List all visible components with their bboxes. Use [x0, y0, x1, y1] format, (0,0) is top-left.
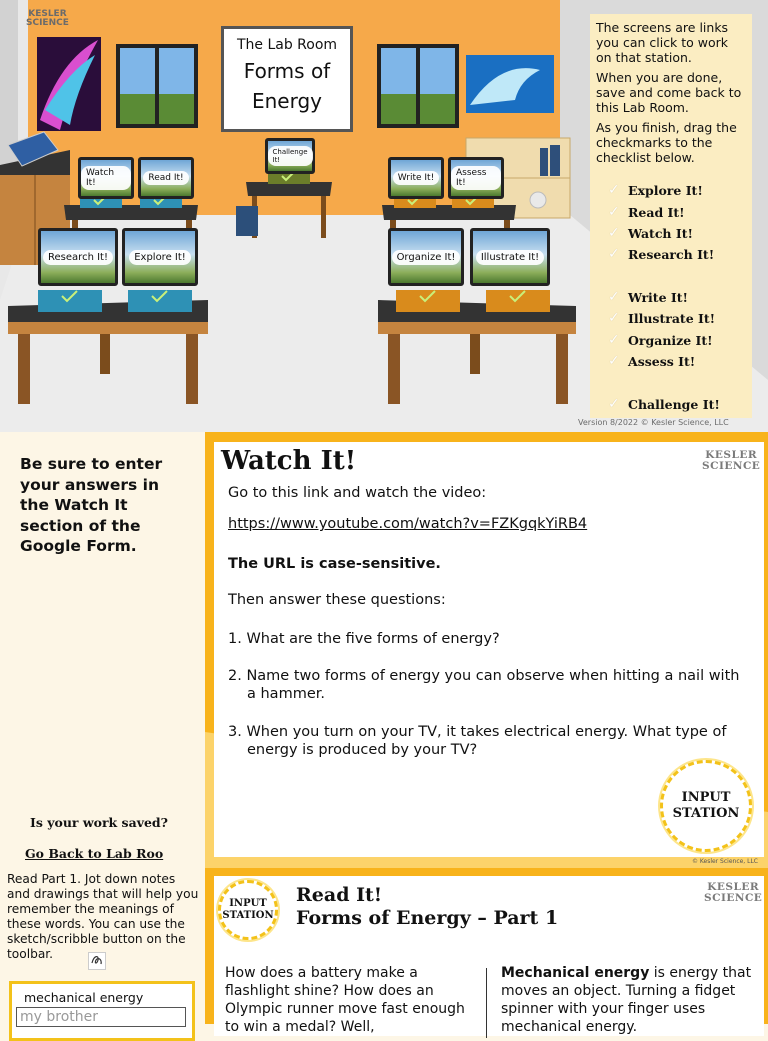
checklist-item-explore[interactable]	[608, 182, 703, 198]
checklist-item-write[interactable]	[608, 289, 688, 305]
checklist-item-research[interactable]	[608, 246, 714, 262]
checklist-label: Write It!	[628, 289, 688, 305]
seal-line-2: STATION	[222, 910, 274, 921]
question-2: 2. Name two forms of energy you can observe when hitting a nail with a hammer.	[228, 668, 740, 702]
vocab-note-input[interactable]: my brother	[16, 1007, 186, 1027]
instruction-2: When you are done, save and come back to this Lab Room.	[596, 70, 742, 115]
checkmark-icon[interactable]: ✓	[608, 396, 620, 412]
station-screen-write[interactable]	[388, 157, 444, 199]
input-station-seal	[660, 760, 752, 852]
station-screen-read[interactable]	[138, 157, 194, 199]
checklist-item-watch[interactable]	[608, 225, 693, 241]
checklist-item-illustrate[interactable]	[608, 310, 715, 326]
read-it-title	[296, 884, 558, 930]
column-divider	[486, 968, 487, 1038]
read-right-column	[501, 964, 756, 1036]
checklist-label: Assess It!	[628, 353, 696, 369]
scribble-icon-glyph	[90, 953, 104, 967]
screen-label: Write It!	[393, 171, 439, 185]
lab-kesler-logo	[26, 10, 69, 28]
vocab-term-label: mechanical energy	[24, 990, 144, 1005]
logo-line-2: SCIENCE	[704, 892, 763, 904]
checkmark-icon[interactable]: ✓	[608, 225, 620, 241]
screen-label: Research It!	[43, 250, 113, 265]
logo-line-1: KESLER	[705, 449, 758, 461]
station-screen-assess[interactable]	[448, 157, 504, 199]
board-title-line-2: Energy	[251, 89, 323, 113]
read-it-slide	[205, 868, 768, 1035]
watch-intro-text: Go to this link and watch the video:	[228, 485, 487, 501]
back-to-lab-room-link[interactable]: Go Back to Lab Roo	[25, 846, 164, 861]
read-title-line: Read It!	[296, 884, 383, 906]
version-note: Version 8/2022 © Kesler Science, LLC	[578, 418, 729, 427]
station-screen-organize[interactable]	[388, 228, 464, 286]
station-screen-research[interactable]	[38, 228, 118, 286]
checklist-label: Organize It!	[628, 332, 713, 348]
checklist-item-challenge[interactable]	[608, 396, 720, 412]
answer-questions-text: Then answer these questions:	[228, 592, 446, 608]
checkmark-icon[interactable]: ✓	[608, 204, 620, 220]
checklist-label: Illustrate It!	[628, 310, 716, 326]
station-screen-watch[interactable]	[78, 157, 134, 199]
logo-line-2: SCIENCE	[702, 460, 761, 472]
station-screen-challenge[interactable]	[265, 138, 315, 174]
watch-copyright: © Kesler Science, LLC	[691, 858, 758, 865]
mechanical-energy-term: Mechanical energy	[501, 965, 650, 981]
checkmark-icon[interactable]: ✓	[608, 353, 620, 369]
logo-line-1: KESLER	[28, 9, 67, 19]
lab-checklist-panel	[590, 14, 752, 418]
read-it-card	[214, 876, 764, 1036]
lab-title-board	[221, 26, 353, 132]
kesler-science-logo	[704, 882, 762, 904]
checkmark-icon[interactable]: ✓	[608, 182, 620, 198]
seal-line-1: INPUT	[229, 898, 267, 909]
case-sensitive-note: The URL is case-sensitive.	[228, 556, 441, 572]
checklist-item-organize[interactable]	[608, 332, 713, 348]
screen-label: Assess It!	[451, 166, 501, 190]
kesler-science-logo	[702, 450, 760, 472]
screen-label: Organize It!	[392, 250, 461, 265]
checklist-item-read[interactable]	[608, 204, 685, 220]
vocab-note-box	[9, 981, 195, 1041]
work-saved-question: Is your work saved?	[30, 815, 168, 830]
watch-it-slide	[205, 432, 768, 868]
lab-room-slide	[0, 0, 768, 432]
mechanical-energy-definition: is energy that moves an object. Turning a fidget spinner with your finger uses mechanical energy.	[501, 965, 752, 1035]
youtube-video-link[interactable]: https://www.youtube.com/watch?v=FZKgqkYiRB4	[228, 516, 588, 532]
watch-it-card	[214, 442, 764, 857]
screen-label: Illustrate It!	[476, 250, 544, 265]
scribble-icon[interactable]	[88, 952, 106, 970]
logo-line-1: KESLER	[707, 881, 760, 893]
instruction-1: The screens are links you can click to work on that station.	[596, 20, 729, 65]
station-screen-illustrate[interactable]	[470, 228, 550, 286]
instruction-3: As you finish, drag the checkmarks to the checklist below.	[596, 120, 737, 165]
checklist-label: Challenge It!	[628, 396, 720, 412]
checklist-label: Watch It!	[628, 225, 693, 241]
left-side-panel	[0, 432, 205, 1024]
screen-label: Watch It!	[81, 166, 131, 190]
screen-label: Explore It!	[129, 250, 191, 265]
logo-line-2: SCIENCE	[26, 18, 69, 28]
input-station-seal	[218, 880, 278, 940]
google-form-instruction: Be sure to enter your answers in the Watch It section of the Google Form.	[20, 455, 163, 555]
board-title-line-1: Forms of	[243, 59, 331, 83]
watch-it-title: Watch It!	[221, 446, 357, 476]
screen-label: Read It!	[143, 171, 188, 185]
checkmark-icon[interactable]: ✓	[608, 246, 620, 262]
board-subtitle: The Lab Room	[236, 37, 338, 53]
screen-label: Challenge It!	[268, 146, 313, 166]
checkmark-icon[interactable]: ✓	[608, 310, 620, 326]
read-subtitle-line: Forms of Energy – Part 1	[296, 907, 559, 929]
checklist-item-assess[interactable]	[608, 353, 695, 369]
question-3: 3. When you turn on your TV, it takes electrical energy. What type of energy is produced by your TV?	[228, 724, 727, 758]
seal-line-2: STATION	[672, 806, 740, 821]
read-it-instructions: Read Part 1. Jot down notes and drawings that will help you remember the meanings of these words. You can use the sketch/scribble button on the toolbar.	[7, 872, 199, 961]
checklist-label: Research It!	[628, 246, 715, 262]
read-left-column: How does a battery make a flashlight shine? How does an Olympic runner move fast enough to win a medal? Well,	[225, 965, 465, 1035]
station-screen-explore[interactable]	[122, 228, 198, 286]
checkmark-icon[interactable]: ✓	[608, 289, 620, 305]
checklist-label: Explore It!	[628, 182, 703, 198]
question-1: 1. What are the five forms of energy?	[228, 631, 500, 647]
seal-line-1: INPUT	[681, 790, 731, 805]
checkmark-icon[interactable]: ✓	[608, 332, 620, 348]
checklist-label: Read It!	[628, 204, 685, 220]
